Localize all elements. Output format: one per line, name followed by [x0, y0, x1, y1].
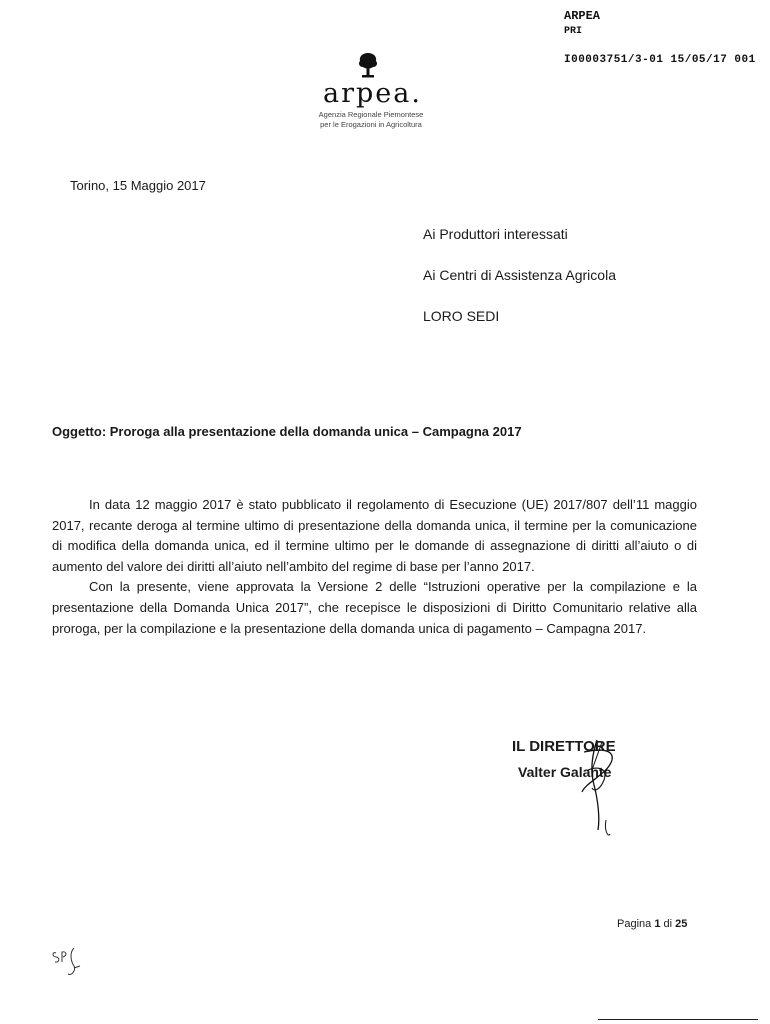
page-label: Pagina [617, 918, 652, 930]
logo-subtitle-line1: Agenzia Regionale Piemontese [318, 110, 424, 119]
body-paragraph-2: Con la presente, viene approvata la Versione 2 delle “Istruzioni operative per la compilazione e la presentazione della Domanda Unica 2017”, che recepisce le disposizioni di Diritto Comunitario relative alla proroga, per la compilazione e la presentazione della domanda unica di pagamento – Campagna 2017. [52, 579, 697, 636]
stamp-protocol-number: I00003751/3-01 15/05/17 001 [564, 54, 756, 66]
recipient-assistance-centers: Ai Centri di Assistenza Agricola [423, 267, 616, 283]
page-of-label: di [663, 918, 673, 930]
signature-block [512, 738, 662, 838]
stamp-department: PRI [564, 26, 583, 37]
footer-rule [598, 1019, 758, 1020]
signature-name: Valter Galante [518, 764, 612, 780]
page-number [617, 918, 687, 930]
letter-subject: Oggetto: Proroga alla presentazione della domanda unica – Campagna 2017 [52, 424, 522, 439]
body-paragraph-1: In data 12 maggio 2017 è stato pubblicato il regolamento di Esecuzione (UE) 2017/807 dell’11 maggio 2017, recante deroga al termine ultimo di presentazione della domanda unica, il termine per la comunicazione di modifica della domanda unica, ed il termine ultimo per le domande di assegnazione di diritti all’aiuto o di aumento del valore dei diritti all’aiuto nell’ambito del regime di base per l’anno 2017. [52, 497, 697, 574]
handwritten-initials [50, 944, 90, 984]
page-current: 1 [654, 918, 661, 930]
page-total: 25 [675, 918, 688, 930]
handwritten-signature [542, 730, 632, 840]
logo-wordmark: arpea. [323, 78, 422, 109]
recipient-producers: Ai Produttori interessati [423, 226, 568, 242]
place-date: Torino, 15 Maggio 2017 [70, 178, 206, 193]
letter-body [52, 495, 697, 639]
signature-title: IL DIRETTORE [512, 738, 616, 755]
logo-subtitle [296, 110, 446, 130]
logo-subtitle-line2: per le Erogazioni in Agricoltura [320, 120, 422, 129]
recipient-loro-sedi: LORO SEDI [423, 308, 500, 324]
tree-icon [356, 52, 380, 80]
stamp-organization: ARPEA [564, 9, 601, 23]
recipient-block [423, 224, 616, 347]
